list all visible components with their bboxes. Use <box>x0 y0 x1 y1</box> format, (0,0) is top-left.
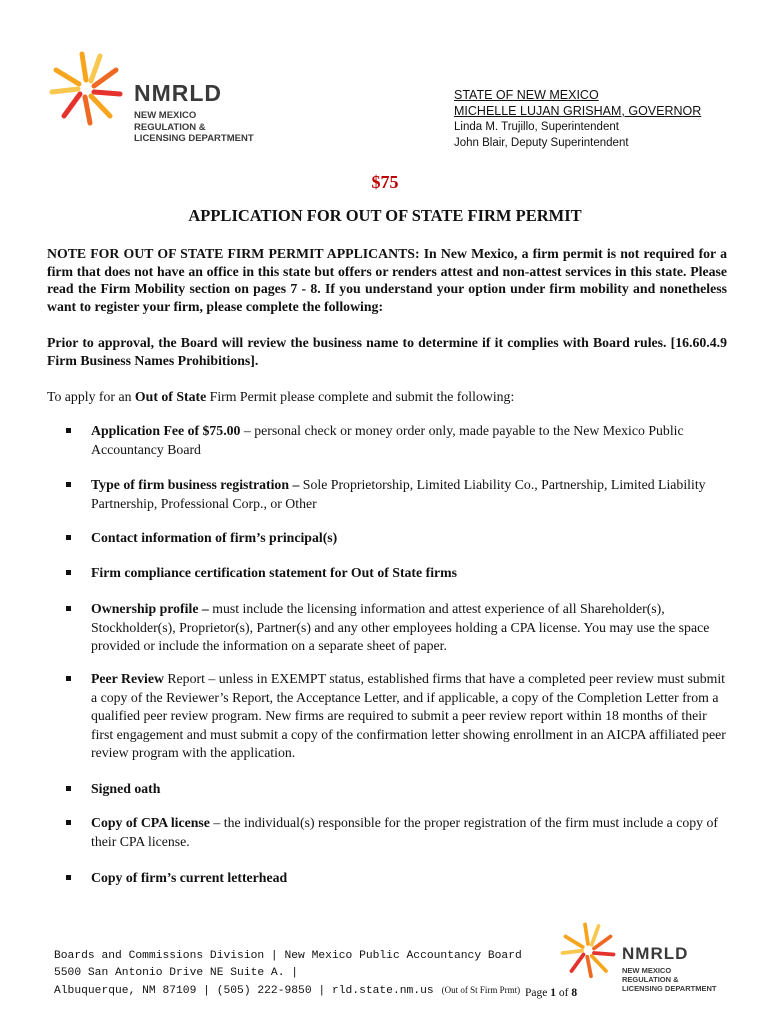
footer-address <box>54 948 522 1000</box>
item-bold: Copy of CPA license <box>91 815 210 830</box>
footer-line-1: Boards and Commissions Division | New Mexico Public Accountancy Board <box>54 950 522 962</box>
prior-approval-paragraph: Prior to approval, the Board will review the business name to determine if it complies with Board rules. [16.60.4.9 Firm Business Names Prohibitions]. <box>47 335 727 368</box>
intro-before: To apply for an <box>47 389 135 404</box>
item-text: – the individual(s) responsible for the proper registration of the firm must include a copy of their CPA license. <box>91 815 718 849</box>
page-total: 8 <box>571 987 578 999</box>
footer-logo-icon <box>558 920 618 980</box>
bullet-icon <box>66 428 71 433</box>
bullet-icon <box>66 535 71 540</box>
list-item <box>66 670 726 763</box>
item-text: – personal check or money order only, made payable to the New Mexico Public Accountancy Board <box>91 423 684 457</box>
item-bold: Signed oath <box>91 781 161 796</box>
item-text: Sole Proprietorship, Limited Liability Co., Partnership, Limited Liability Partnership, Professional Corp., or Other <box>91 477 706 511</box>
list-item <box>66 814 726 851</box>
item-bold: Firm compliance certification statement for Out of State firms <box>91 565 458 580</box>
page-number <box>525 987 577 999</box>
intro-bold: Out of State <box>134 389 207 404</box>
item-bold: Peer Review <box>91 671 164 686</box>
list-item <box>66 529 726 548</box>
bullet-icon <box>66 875 71 880</box>
requirements-list <box>66 0 726 1024</box>
list-item <box>66 422 726 459</box>
superintendent-name: Linda M. Trujillo, Superintendent <box>454 121 619 133</box>
footer-brand <box>622 944 716 993</box>
list-item <box>66 780 726 799</box>
intro-after: Firm Permit please complete and submit the following: <box>206 389 515 404</box>
brand-sub-line-3: LICENSING DEPARTMENT <box>134 133 254 144</box>
item-bold: Contact information of firm’s principal(s) <box>91 530 338 545</box>
footer-brand-sub-2: REGULATION & <box>622 975 679 984</box>
list-item <box>66 600 726 656</box>
bullet-icon <box>66 820 71 825</box>
brand-sub-line-1: NEW MEXICO <box>134 110 197 121</box>
item-bold: Ownership profile – <box>91 601 209 616</box>
brand-name: NMRLD <box>134 80 223 106</box>
fee-amount: $75 <box>371 172 399 192</box>
list-item <box>66 476 726 513</box>
list-item <box>66 869 726 888</box>
footer-line-3: Albuquerque, NM 87109 | (505) 222-9850 | rld.state.nm.us <box>54 985 434 997</box>
item-bold: Copy of firm’s current letterhead <box>91 870 288 885</box>
bullet-icon <box>66 606 71 611</box>
footer-line-2: 5500 San Antonio Drive NE Suite A. | <box>54 967 299 979</box>
footer-brand-name: NMRLD <box>622 944 689 963</box>
page-title: APPLICATION FOR OUT OF STATE FIRM PERMIT <box>188 206 582 225</box>
footer-brand-sub-3: LICENSING DEPARTMENT <box>622 984 717 993</box>
brand-sub-line-2: REGULATION & <box>134 121 206 133</box>
bullet-icon <box>66 676 71 681</box>
footer-brand-sub-1: NEW MEXICO <box>622 966 672 975</box>
governor-name: MICHELLE LUJAN GRISHAM, GOVERNOR <box>454 104 702 118</box>
bullet-icon <box>66 482 71 487</box>
note-paragraph: NOTE FOR OUT OF STATE FIRM PERMIT APPLICANTS: In New Mexico, a firm permit is not required for a firm that does not have an office in this state but offers or renders attest and non-attest services in this state. Please read the Firm Mobility section on pages 7 - 8. If you understand your option under firm mobility and nonetheless want to register your firm, please complete the following: <box>47 246 727 314</box>
page-prefix: Page <box>525 987 551 999</box>
list-item <box>66 564 726 583</box>
item-text: Report – unless in EXEMPT status, established firms that have a completed peer review must submit a copy of the Reviewer’s Report, the Acceptance Letter, and if applicable, a copy of the Completion Letter from a qualified peer review program. New firms are required to submit a peer review report within 18 months of their first engagement and must submit a copy of the confirmation letter showing enrollment in an AICPA affiliated peer review program with the application. <box>91 671 726 760</box>
page-current: 1 <box>550 987 556 999</box>
state-name: STATE OF NEW MEXICO <box>454 88 599 102</box>
deputy-name: John Blair, Deputy Superintendent <box>454 137 629 149</box>
form-code: (Out of St Firm Prmt) <box>441 985 521 995</box>
bullet-icon <box>66 786 71 791</box>
page-of: of <box>555 987 572 999</box>
item-bold: Type of firm business registration – <box>91 477 300 492</box>
item-bold: Application Fee of $75.00 <box>91 423 241 438</box>
bullet-icon <box>66 570 71 575</box>
item-text: must include the licensing information and attest experience of all Shareholder(s), Stockholder(s), Proprietor(s), Partner(s) and any other employees holding a CPA license. You may use the space provided or include the information on a separate sheet of paper. <box>91 601 710 653</box>
